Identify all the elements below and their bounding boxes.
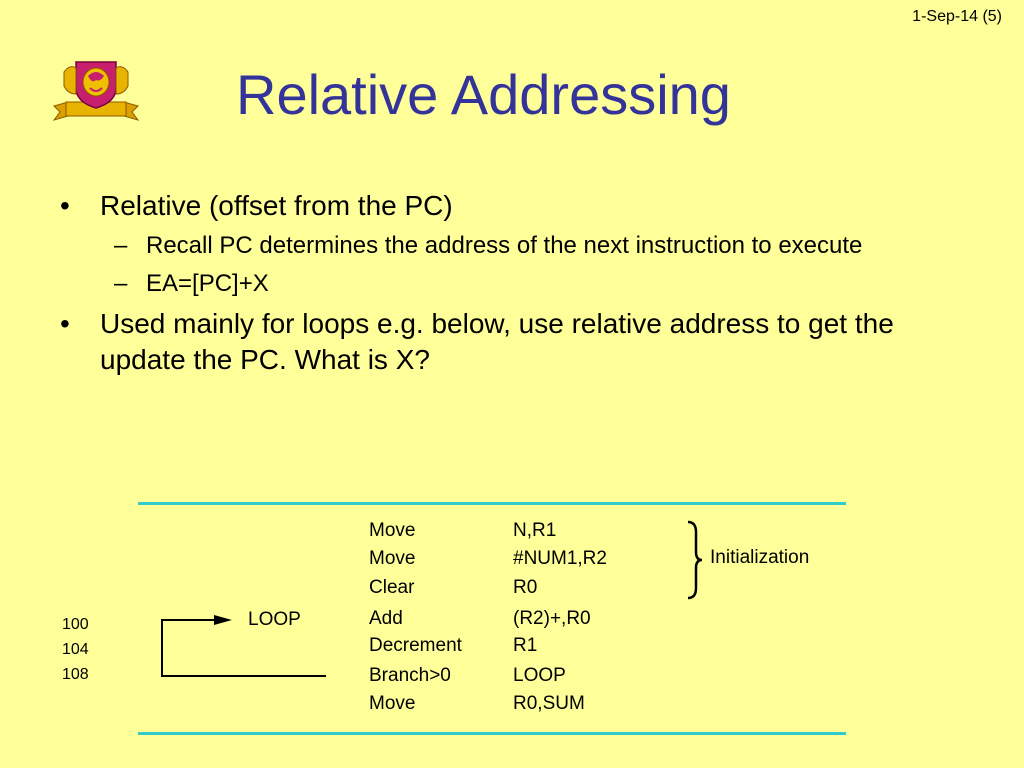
slide-title: Relative Addressing [236,63,731,126]
opcode: Move [369,693,416,714]
opcode: Clear [369,577,415,598]
sub-bullet-text: Recall PC determines the address of the next instruction to execute [146,232,863,259]
opcode: Decrement [369,635,462,656]
slide-date: 1-Sep-14 (5) [912,8,1002,25]
operands: (R2)+,R0 [513,608,591,629]
operands: R0,SUM [513,693,585,714]
opcode: Add [369,608,403,629]
operands: R1 [513,635,538,656]
opcode: Move [369,520,416,541]
address-label: 100 [62,616,89,633]
dash-icon: – [114,270,128,297]
opcode: Move [369,548,416,569]
operands: N,R1 [513,520,557,541]
initialization-label: Initialization [710,547,810,568]
opcode: Branch>0 [369,665,451,686]
dash-icon: – [114,232,128,259]
operands: LOOP [513,665,566,686]
bullet-dot-icon: • [60,190,70,221]
branch-arrow-line [162,620,326,676]
bullet-text: Relative (offset from the PC) [100,190,453,221]
operands: #NUM1,R2 [513,548,607,569]
brace-icon [688,522,702,598]
sub-bullet-text: EA=[PC]+X [146,270,269,297]
address-label: 104 [62,641,89,658]
loop-label: LOOP [248,609,301,630]
bullet-dot-icon: • [60,308,70,339]
address-label: 108 [62,666,89,683]
arrow-head-icon [214,615,232,625]
operands: R0 [513,577,538,598]
bullet-text: Used mainly for loops e.g. below, use relative address to get the update the PC. What is X? [100,308,894,375]
